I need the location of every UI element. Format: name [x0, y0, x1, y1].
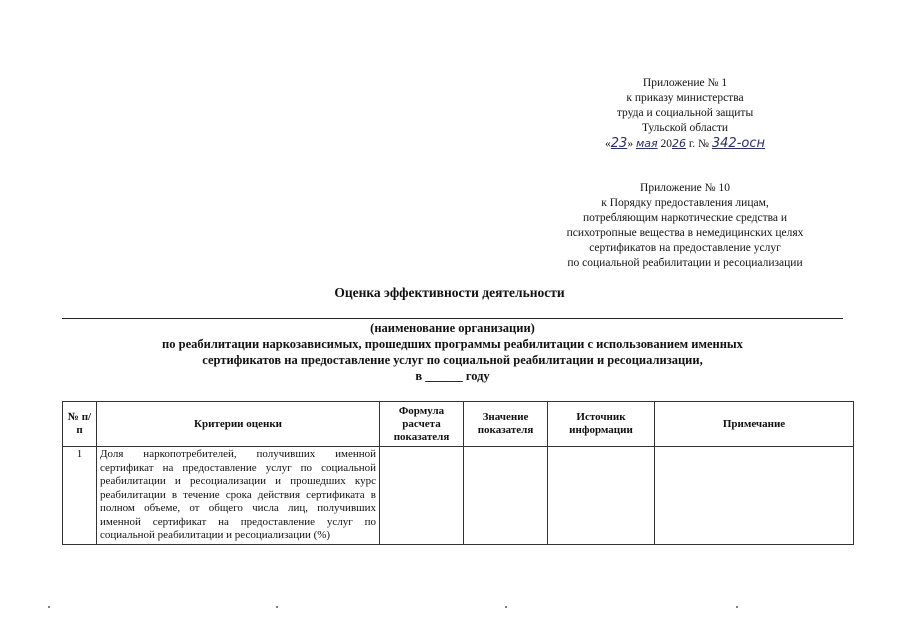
appendix-10-title: Приложение № 10	[640, 182, 730, 194]
appendix-1-block	[560, 76, 810, 152]
date-day-handwritten: 23	[610, 136, 628, 151]
organization-name-line	[62, 318, 843, 319]
appendix-1-line4: Тульской области	[641, 122, 728, 134]
header-value: Значение показателя	[464, 402, 548, 447]
subtitle-year-line: в ______ году	[415, 369, 490, 383]
table-row	[63, 447, 854, 545]
order-number-handwritten: 342-осн	[711, 136, 765, 151]
date-year-handwritten: 26	[671, 137, 686, 150]
appendix-10-line5: сертификатов на предоставление услуг	[589, 242, 781, 254]
header-criteria: Критерии оценки	[97, 402, 380, 447]
date-year-prefix: 20	[660, 138, 672, 150]
header-num: № п/п	[63, 402, 97, 447]
row-value	[464, 447, 548, 545]
document-title: Оценка эффективности деятельности	[334, 285, 565, 300]
appendix-1-date-line	[560, 136, 810, 152]
appendix-10-line2: к Порядку предоставления лицам,	[601, 197, 769, 209]
document-subtitle	[60, 320, 845, 384]
criteria-table	[62, 401, 854, 545]
header-formula: Формула расчета показателя	[380, 402, 464, 447]
organization-name-caption: (наименование организации)	[370, 321, 535, 335]
date-suffix: г. №	[688, 138, 709, 150]
date-month-handwritten: мая	[635, 137, 658, 150]
row-note	[655, 447, 854, 545]
table-header-row	[63, 402, 854, 447]
scan-speck	[736, 606, 738, 608]
row-formula	[380, 447, 464, 545]
scan-speck	[48, 606, 50, 608]
row-source	[548, 447, 655, 545]
date-close-quote: »	[627, 138, 634, 150]
header-note: Примечание	[655, 402, 854, 447]
subtitle-line3: сертификатов на предоставление услуг по социальной реабилитации и ресоциализации,	[202, 353, 703, 367]
appendix-10-line6: по социальной реабилитации и ресоциализации	[567, 257, 803, 269]
appendix-1-line3: труда и социальной защиты	[616, 107, 754, 119]
row-criteria: Доля наркопотребителей, получивших именной сертификат на предоставление услуг по социальной реабилитации и ресоциализации и прошедших курс реабилитации в течение срока действия сертификата в полном объеме, от общего числа лиц, получивших именной сертификат на предоставление услуг по социальной реабилитации и ресоциализации (%)	[97, 447, 380, 545]
appendix-1-title: Приложение № 1	[642, 77, 728, 89]
header-source: Источник информации	[548, 402, 655, 447]
subtitle-line2: по реабилитации наркозависимых, прошедших программы реабилитации с использованием именных	[162, 337, 743, 351]
appendix-1-line2: к приказу министерства	[626, 92, 744, 104]
row-num: 1	[63, 447, 97, 545]
scan-speck	[505, 606, 507, 608]
appendix-10-line4: психотропные вещества в немедицинских целях	[566, 227, 804, 239]
appendix-10-block	[520, 181, 850, 271]
appendix-10-line3: потребляющим наркотические средства и	[582, 212, 788, 224]
date-open-quote: «	[605, 138, 611, 150]
scan-speck	[276, 606, 278, 608]
